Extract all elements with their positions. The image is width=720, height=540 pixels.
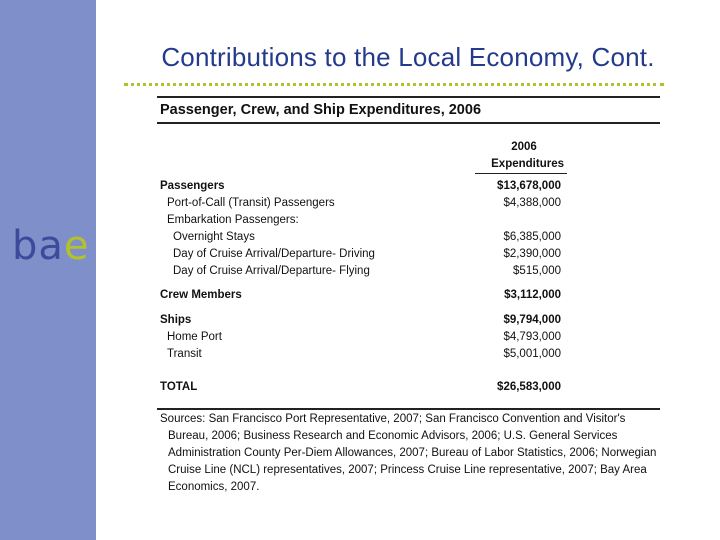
table-row-embarkation <box>157 212 660 229</box>
row-label: Ships <box>160 314 192 326</box>
table-row-transit <box>157 346 660 363</box>
sidebar-band <box>0 0 96 540</box>
table-row-port-of-call <box>157 195 660 212</box>
row-value: $3,112,000 <box>504 289 561 301</box>
slide-title: Contributions to the Local Economy, Cont. <box>161 42 655 72</box>
row-value: $26,583,000 <box>497 381 561 393</box>
table-row-overnight-stays <box>157 229 660 246</box>
table-row-home-port <box>157 329 660 346</box>
row-label: Day of Cruise Arrival/Departure- Driving <box>173 248 375 260</box>
row-value: $5,001,000 <box>503 348 561 360</box>
row-value: $6,385,000 <box>503 231 561 243</box>
row-label: Passengers <box>160 180 225 192</box>
row-label: Transit <box>167 348 202 360</box>
column-header-year: 2006 <box>511 141 537 153</box>
row-label: Embarkation Passengers: <box>167 214 299 226</box>
row-value: $9,794,000 <box>503 314 561 326</box>
row-value: $13,678,000 <box>497 180 561 192</box>
row-value: $4,388,000 <box>503 197 561 209</box>
logo-e: e <box>63 223 90 269</box>
table-row-passengers <box>157 178 660 195</box>
expenditures-table <box>157 96 660 393</box>
table-row-ships <box>157 312 660 329</box>
row-value: $515,000 <box>513 265 561 277</box>
row-value: $4,793,000 <box>503 331 561 343</box>
column-header <box>157 124 660 176</box>
bae-logo <box>12 224 90 268</box>
row-label: Port-of-Call (Transit) Passengers <box>167 197 335 209</box>
sources-note: Sources: San Francisco Port Representative, 2007; San Francisco Convention and Visitor's Bureau, 2006; Business Research and Economic Advisors, 2006; U.S. General Services Administration County Per-Diem Allowances, 2007; Bureau of Labor Statistics, 2006; Norwegian Cruise Line (NCL) representatives, 2007; Princess Cruise Line representative, 2007; Bay Area Economics, 2007. <box>160 413 657 493</box>
row-value: $2,390,000 <box>503 248 561 260</box>
title-divider <box>124 83 664 86</box>
table-row-total <box>157 379 660 396</box>
table-title: Passenger, Crew, and Ship Expenditures, 2006 <box>160 102 482 118</box>
column-header-label: Expenditures <box>491 158 564 170</box>
column-header-rule <box>475 173 567 174</box>
table-row-crew-members <box>157 287 660 304</box>
row-label: TOTAL <box>160 381 198 393</box>
table-bottom-rule <box>157 408 660 410</box>
table-row-flying <box>157 263 660 280</box>
row-label: Day of Cruise Arrival/Departure- Flying <box>173 265 370 277</box>
row-label: Home Port <box>167 331 222 343</box>
logo-ba: ba <box>12 223 64 269</box>
table-row-driving <box>157 246 660 263</box>
row-label: Overnight Stays <box>173 231 255 243</box>
row-label: Crew Members <box>160 289 242 301</box>
